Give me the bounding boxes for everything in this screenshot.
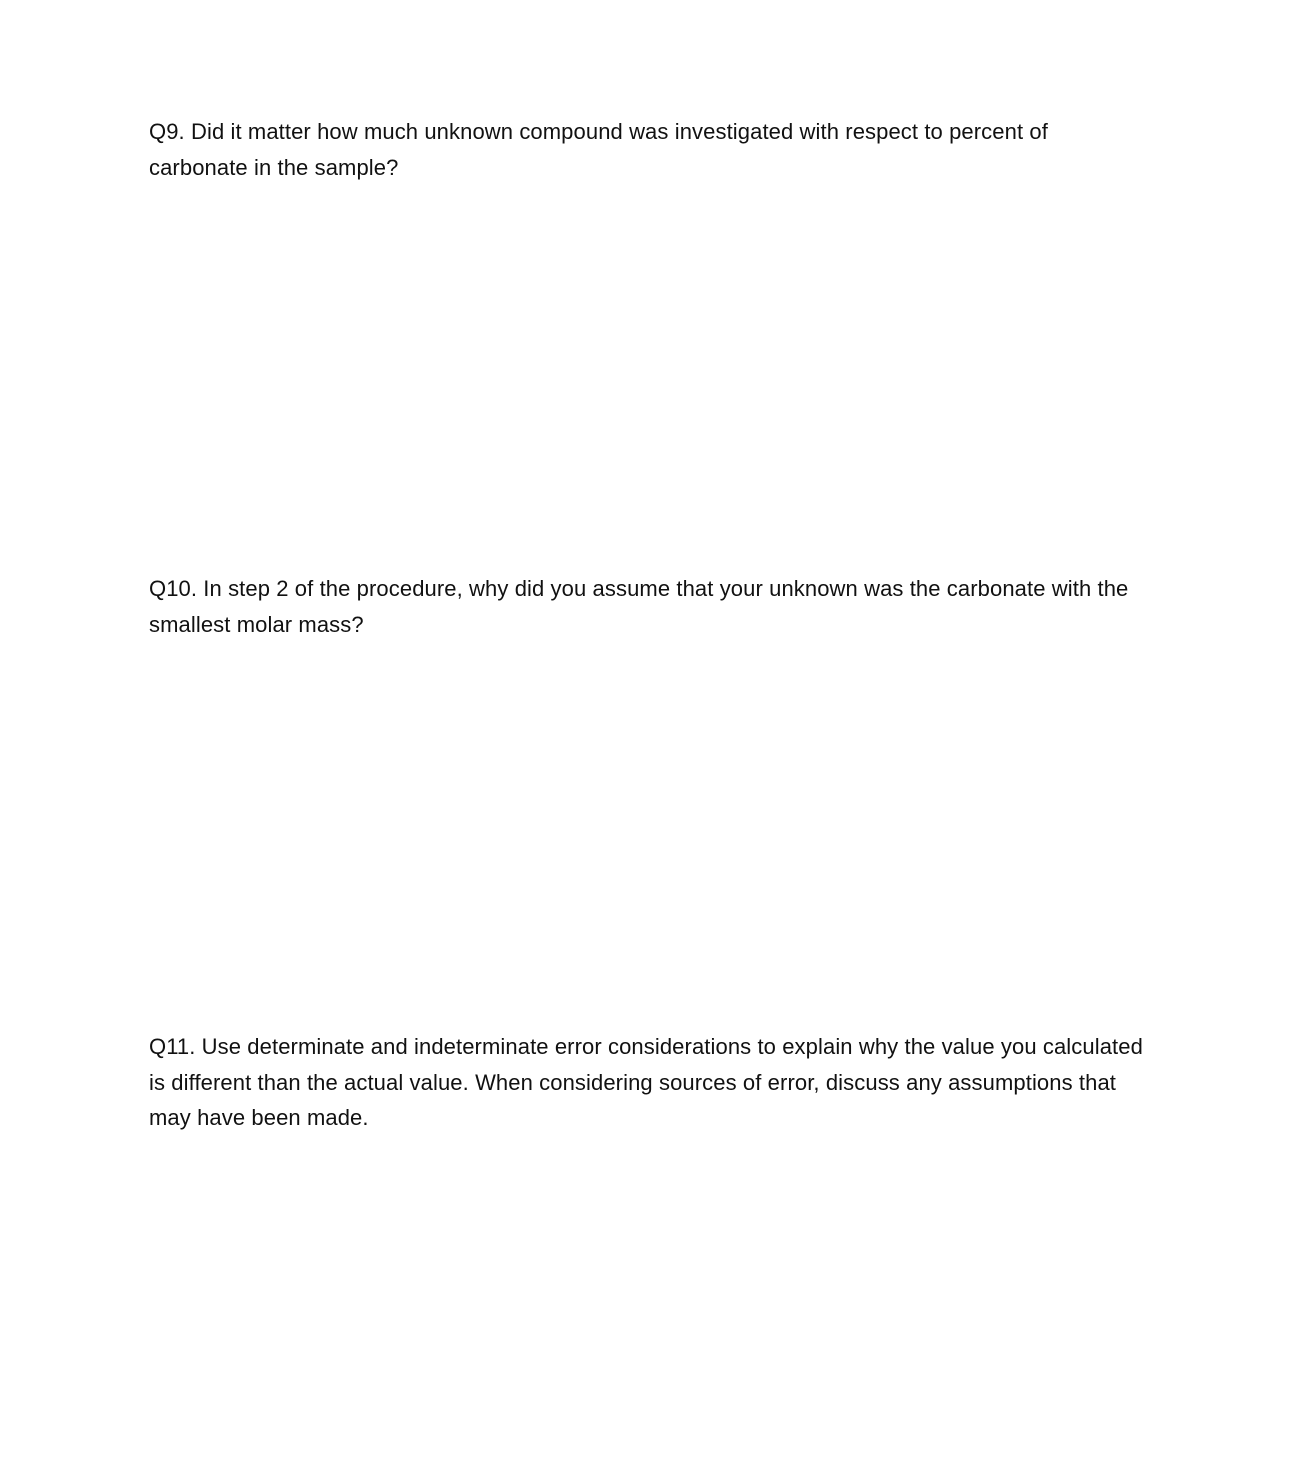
question-q9: Q9. Did it matter how much unknown compound was investigated with respect to percent of carbonate in the sample? (149, 119, 1048, 180)
question-q11: Q11. Use determinate and indeterminate error considerations to explain why the value you calculated is different than the actual value. When considering sources of error, discuss any assumptions that may have been made. (149, 1034, 1143, 1130)
question-q10: Q10. In step 2 of the procedure, why did you assume that your unknown was the carbonate with the smallest molar mass? (149, 576, 1129, 637)
